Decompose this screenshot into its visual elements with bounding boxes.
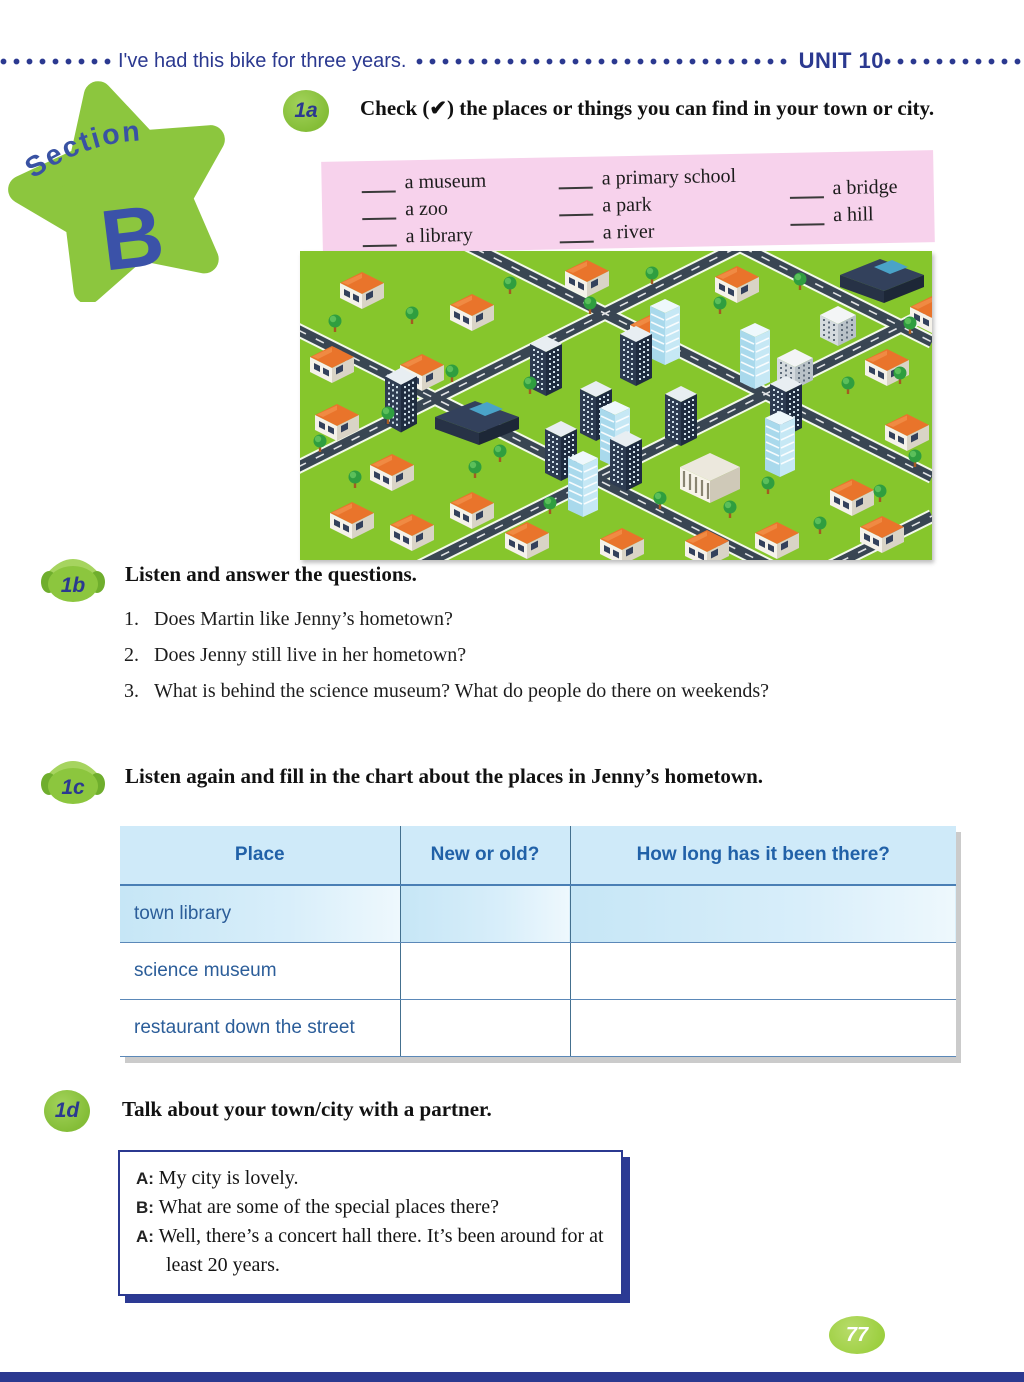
activity-1c-badge <box>38 750 108 808</box>
checklist-item-label: a zoo <box>404 197 449 221</box>
checklist-item-label: a primary school <box>601 164 737 190</box>
dialogue-line <box>136 1164 607 1193</box>
cell-how-long[interactable] <box>570 1000 956 1057</box>
unit-title: I've had this bike for three years. <box>118 49 407 72</box>
activity-1d-badge <box>44 1090 90 1132</box>
headphones-icon <box>38 548 108 606</box>
check-blank-line[interactable] <box>361 173 395 193</box>
dialogue-box <box>118 1150 623 1296</box>
header-dots-middle <box>416 58 788 65</box>
question-list <box>124 608 984 716</box>
activity-1c-instruction: Listen again and fill in the chart about the places in Jenny’s hometown. <box>125 764 764 788</box>
activity-1c-badge-label: 1c <box>61 776 85 799</box>
activity-1a-instruction: Check (✔) the places or things you can find in your town or city. <box>360 96 935 120</box>
page-number-badge <box>829 1316 885 1354</box>
checklist-item-label: a museum <box>404 169 487 194</box>
check-blank-line[interactable] <box>362 200 396 220</box>
activity-1a-badge-label: 1a <box>294 99 318 122</box>
check-blank-line[interactable] <box>790 206 824 226</box>
checklist-item <box>362 190 560 220</box>
section-b-star <box>2 72 232 302</box>
checklist <box>321 150 935 254</box>
activity-1d-badge-label: 1d <box>54 1099 80 1122</box>
table-header-row <box>120 826 956 885</box>
question-row <box>124 608 984 631</box>
cell-how-long[interactable] <box>570 943 956 1000</box>
activity-1b-badge <box>38 548 108 606</box>
checklist-item <box>559 213 790 243</box>
question-text: Does Martin like Jenny’s hometown? <box>154 608 453 630</box>
header-dots-left <box>0 58 112 65</box>
headphones-icon <box>38 750 108 808</box>
page-bottom-bar <box>0 1372 1024 1382</box>
column-header-new-or-old: New or old? <box>400 826 570 885</box>
dialogue-line <box>136 1193 607 1222</box>
check-blank-line[interactable] <box>362 227 396 247</box>
town-map-svg <box>300 251 932 560</box>
question-number: 3. <box>124 680 139 702</box>
question-text: What is behind the science museum? What do people do there on weekends? <box>154 680 769 702</box>
checklist-item-label: a park <box>602 193 652 217</box>
star-icon <box>2 72 232 302</box>
checklist-item <box>558 159 789 189</box>
activity-1b-badge-label: 1b <box>60 574 86 597</box>
section-label: Section <box>19 115 143 185</box>
question-text: Does Jenny still live in her hometown? <box>154 644 467 666</box>
checklist-column <box>789 170 920 225</box>
check-blank-line[interactable] <box>559 197 593 217</box>
table-row <box>120 943 956 1000</box>
check-blank-line[interactable] <box>559 170 593 190</box>
places-chart-table <box>120 826 956 1057</box>
column-header-place: Place <box>120 826 400 885</box>
table-row <box>120 885 956 943</box>
checklist-item <box>361 163 559 193</box>
dialogue-speaker: A: <box>136 1227 159 1246</box>
table-row <box>120 1000 956 1057</box>
checklist-item <box>559 186 790 216</box>
checklist-item-label: a river <box>602 220 655 244</box>
cell-place: science museum <box>120 943 400 1000</box>
checklist-column <box>361 163 560 247</box>
dialogue-speaker: B: <box>136 1198 159 1217</box>
dialogue-speaker: A: <box>136 1169 159 1188</box>
checklist-item-label: a bridge <box>832 175 898 199</box>
checklist-item <box>362 217 560 247</box>
question-row <box>124 644 984 667</box>
page-number: 77 <box>845 1323 869 1346</box>
checklist-item-label: a hill <box>832 202 874 226</box>
dialogue-line <box>136 1222 607 1280</box>
dialogue-text: What are some of the special places there? <box>158 1196 500 1218</box>
cell-new-or-old[interactable] <box>400 885 570 943</box>
activity-1b-instruction: Listen and answer the questions. <box>125 562 417 586</box>
town-map-illustration <box>300 251 932 560</box>
checklist-column <box>558 159 790 243</box>
checklist-item-label: a library <box>405 223 474 248</box>
cell-new-or-old[interactable] <box>400 943 570 1000</box>
cell-place: restaurant down the street <box>120 1000 400 1057</box>
column-header-how-long: How long has it been there? <box>570 826 956 885</box>
activity-1a-badge <box>283 90 329 132</box>
activity-1d-instruction: Talk about your town/city with a partner. <box>122 1097 492 1121</box>
section-letter: B <box>95 186 170 290</box>
checklist-item <box>790 197 921 225</box>
question-row <box>124 680 984 703</box>
check-blank-line[interactable] <box>789 179 823 199</box>
checklist-item <box>789 170 920 198</box>
cell-new-or-old[interactable] <box>400 1000 570 1057</box>
dialogue-text: My city is lovely. <box>158 1167 299 1189</box>
question-number: 2. <box>124 644 139 666</box>
check-blank-line[interactable] <box>560 224 594 244</box>
unit-number: UNIT 10 <box>798 48 884 73</box>
dialogue-text: Well, there’s a concert hall there. It’s been around for at least 20 years. <box>158 1225 604 1276</box>
cell-how-long[interactable] <box>570 885 956 943</box>
cell-place: town library <box>120 885 400 943</box>
question-number: 1. <box>124 608 139 630</box>
header-dots-right <box>884 58 1024 65</box>
